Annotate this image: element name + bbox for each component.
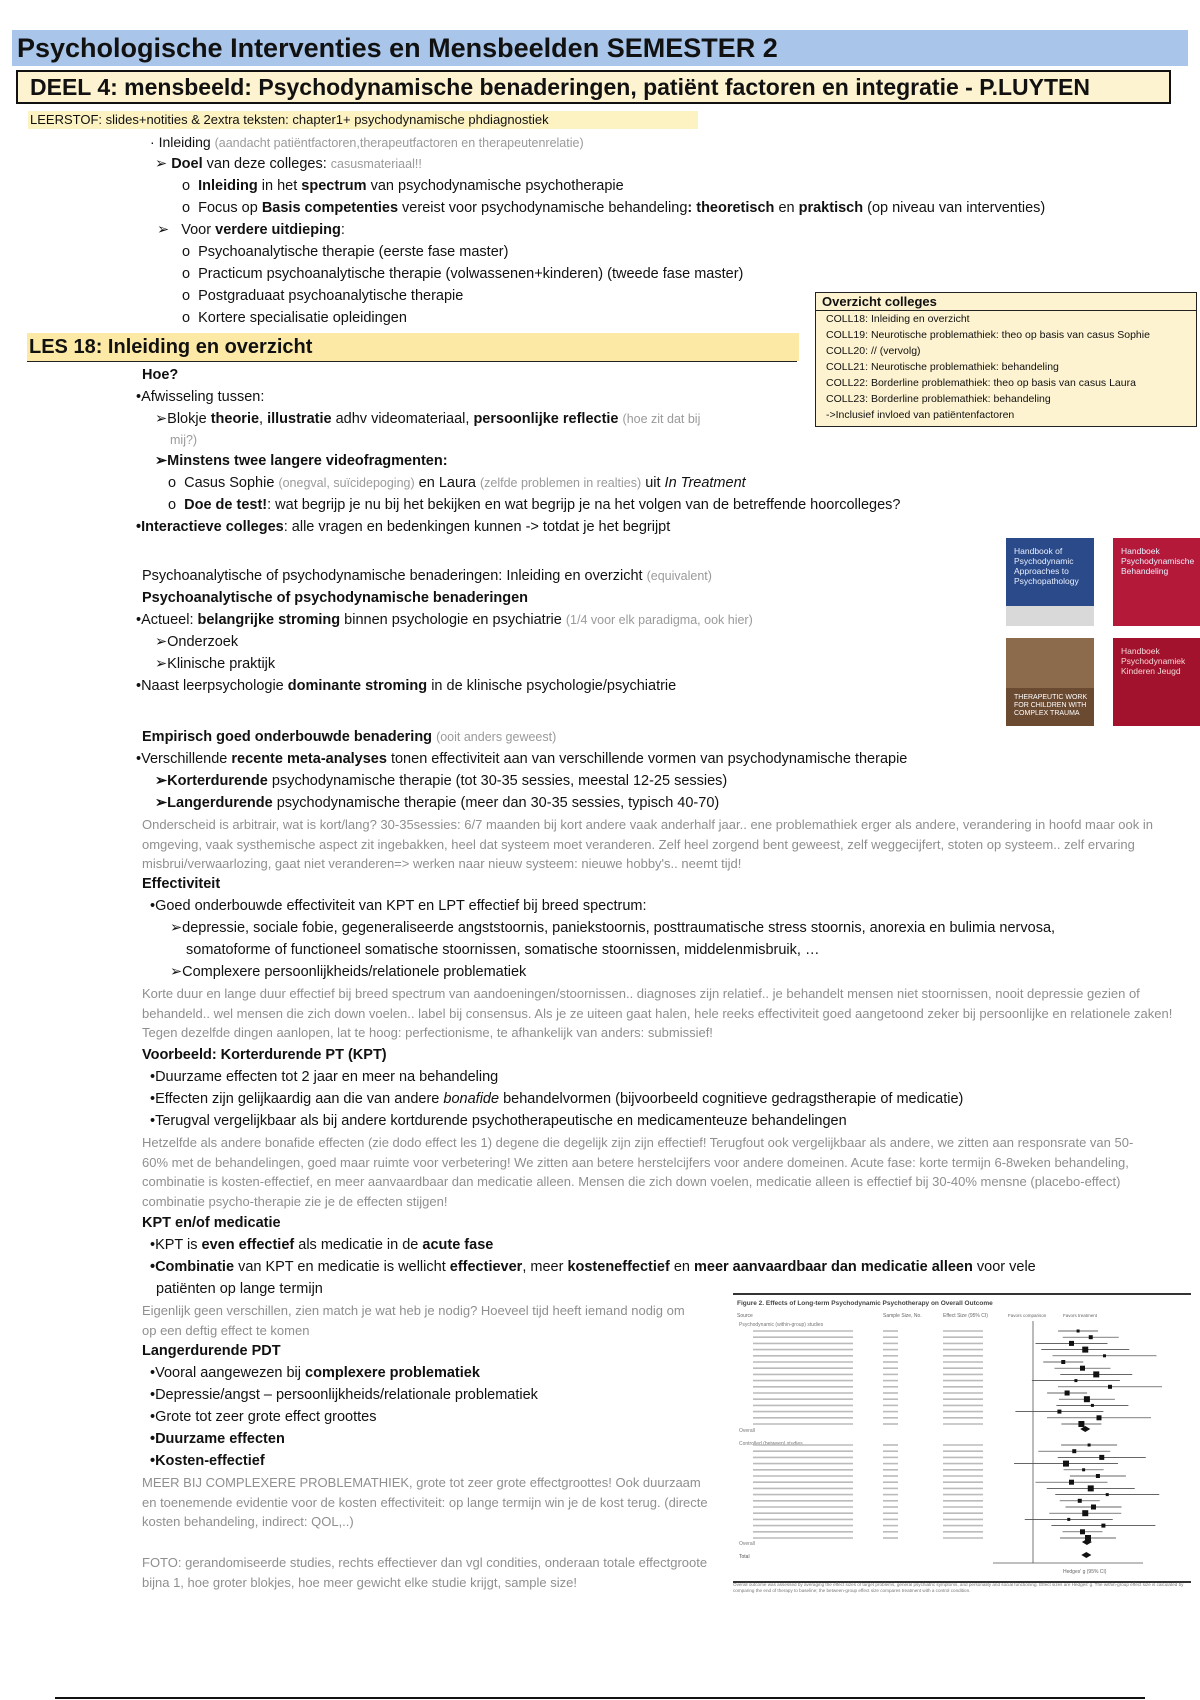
overview-title: Overzicht colleges [816,293,1196,311]
actueel-line: •Actueel: belangrijke stroming binnen psychologie en psychiatrie (1/4 voor elk paradigma, ook hier) [136,612,753,628]
verder-item: o Practicum psychoanalytische therapie (volwassenen+kinderen) (tweede fase master) [182,266,744,282]
forest-point [1101,1524,1105,1528]
forest-point [1080,1366,1085,1371]
verder-item: o Psychoanalytische therapie (eerste fase master) [182,244,509,260]
overview-item: COLL20: // (vervolg) [826,345,921,357]
forest-point [1108,1385,1112,1389]
total-label: Total [739,1554,750,1560]
forest-point [1082,1468,1085,1471]
forest-plot-figure [733,1293,1191,1583]
effectiviteit-heading: Effectiviteit [142,876,221,892]
meta-line: •Verschillende recente meta-analyses tonen effectiviteit aan van verschillende vormen van psychodynamische therapie [136,751,908,767]
forest-point [1082,1347,1088,1353]
group1-label: Psychodynamic (within-group) studies [739,1322,824,1328]
forest-point [1074,1379,1077,1382]
forest-overall-diamond [1081,1552,1091,1558]
group2-label: Controlled (between) studies [739,1441,803,1447]
overview-item: COLL18: Inleiding en overzicht [826,313,970,325]
pdt-note1: MEER BIJ COMPLEXERE PROBLEMATHIEK, grote tot zeer grote effectgroottes! Ook duurzaam en toenemende evidentie voor de kosten effectiviteit: op lange termijn win je de kost terug. (directe kosten behandeling, indirect: QOL,..) [142,1475,708,1529]
forest-point [1096,1474,1100,1478]
overview-item: COLL21: Neurotische problemathiek: behandeling [826,361,1059,373]
verder-item: o Postgraduaat psychoanalytische therapie [182,288,464,304]
kpt-line2: •Effecten zijn gelijkaardig aan die van andere bonafide behandelvormen (bijvoorbeeld cognitieve gedragstherapie of medicatie) [150,1091,964,1107]
intro-sub-inleiding: o Inleiding in het spectrum van psychodynamische psychotherapie [182,178,624,194]
forest-point [1089,1335,1093,1339]
forest-rows [753,1330,1162,1559]
intro-inleiding: · Inleiding (aandacht patiëntfactoren,therapeutfactoren en therapeutenrelatie) [150,134,584,150]
kpt-note: Hetzelfde als andere bonafide effecten (zie dodo effect les 1) degene die degelijk zijn zijn effectief! Terugfout ook vergelijkbaar als andere, we zitten aan responsrate van 50-60% met de behandelingen, goed maar ruimte voor verbetering! We zitten aan betere herstelcijfers voor andere domeinen. Acute fase: korte termijn 6-8weken behandeling, combinatie is kosten-effectief, en meer aanvaardbaar dan medicatie alleen. Mensen die zich down voelen, medicatie alleen is effectief bij 30-40% mensne (placebo-effect) combinatie psycho-therapie zie je de effecten stijgen! [142,1135,1134,1209]
col-n: Sample Size, No. [883,1313,922,1319]
effectiviteit-note: Korte duur en lange duur effectief bij breed spectrum van aandoeningen/stoornissen.. diagnoses zijn relatief.. je behandelt mensen niet stoornissen, nooit depressie gezien of behandeld.. wel mensen die zich down voelen.. label bij consensus. Als je ze uiteen gaat halen, hele reeks effectiviteit goed aangetoond zeker bij persoonlijke en relationele zaken! Tegen dezelfde dingen aanlopen, lat te hoog: perfectionisme, te afhankelijk van anders: submissief! [142,986,1173,1040]
afwisseling-line: •Afwisseling tussen: [136,389,265,405]
forest-point [1061,1360,1065,1364]
bottom-rule [55,1697,1145,1699]
forest-point [1057,1410,1061,1414]
forest-point [1097,1415,1102,1420]
effectiviteit-line1: •Goed onderbouwde effectiviteit van KPT en LPT effectief bij breed spectrum: [150,898,647,914]
figure-caption: Figure 2. Effects of Long-term Psychodynamic Psychotherapy on Overall Outcome [737,1300,993,1307]
book-cover-handboek: Handboek Psychodynamische Behandeling [1113,538,1200,626]
book-cover-kinderen: Handboek Psychodynamiek Kinderen Jeugd [1113,638,1200,726]
langer-line: ➢Langerdurende psychodynamische therapie (meer dan 30-35 sessies, typisch 40-70) [155,795,720,811]
minstens-line: ➢Minstens twee langere videofragmenten: [155,453,448,469]
forest-point [1091,1505,1096,1510]
intro-doel: ➢ Doel van deze colleges: casusmateriaal!! [155,156,422,172]
col-ci: Effect Size (95% CI) [943,1313,988,1319]
forest-point [1103,1354,1106,1357]
forest-point [1072,1449,1076,1453]
effectiviteit-line2: ➢depressie, sociale fobie, gegeneraliseerde angststoornis, paniekstoornis, posttraumatische stress stoornis, anorexia en bulimia nervosa, [170,920,1056,936]
book-cover-therapeutic-work: THERAPEUTIC WORK FOR CHILDREN WITH COMPLEX TRAUMA [1006,638,1094,726]
naast-line: •Naast leerpsychologie dominante stroming in de klinische psychologie/psychiatrie [136,678,677,694]
forest-point [1069,1341,1074,1346]
forest-point [1088,1444,1091,1447]
cover-photo [1006,638,1094,688]
col-source: Source [737,1313,753,1319]
forest-point [1091,1404,1094,1407]
kptmed-note: Eigenlijk geen verschillen, zien match je wat heb je nodig? Hoeveel tijd heeft iemand nodig om op een deftig effect te komen [142,1303,685,1338]
effectiviteit-line3: ➢Complexere persoonlijkheids/relationele problematiek [170,964,527,980]
section-heading-deel: DEEL 4: mensbeeld: Psychodynamische benaderingen, patiënt factoren en integratie - P.LUYTEN [16,70,1171,104]
forest-point [1084,1396,1090,1402]
col-fav2: Favors treatment [1063,1313,1098,1318]
forest-plot-svg [733,1295,1191,1581]
pdt-line3: •Grote tot zeer grote effect groottes [150,1409,377,1425]
klinisch-line: ➢Klinische praktijk [155,656,276,672]
forest-point [1099,1455,1104,1460]
kpt-line1: •Duurzame effecten tot 2 jaar en meer na behandeling [150,1069,499,1085]
forest-point [1106,1493,1109,1496]
empirisch-note: Onderscheid is arbitrair, wat is kort/lang? 30-35sessies: 6/7 maanden bij kort andere vaak anderhalf jaar.. ene problemathiek erger als andere, verandering in hoofd maar ook in omgeving, vaak systhemische aspect zit ingebakken, heel dat systeem moet veranderen. Zelf heel zorgend bent geweest, zelf weggecijfert, stoten op systeem.. zelf ervaring misbrui/verwaarlozing, gaat niet veranderen=> werken naar nieuw systeem: nieuwe hobby's.. neemt tijd! [142,817,1153,871]
kpt-heading: Voorbeeld: Korterdurende PT (KPT) [142,1047,387,1063]
psy-heading: Psychoanalytische of psychodynamische benaderingen [142,590,528,606]
pdt-line4: •Duurzame effecten [150,1431,285,1447]
les18-underline [27,361,797,362]
pdt-note2: FOTO: gerandomiseerde studies, rechts effectiever dan vgl condities, onderaan totale effectgroote bijna 1, hoe groter blokjes, hoe meer gewicht elke studie krijgt, sample size! [142,1555,708,1590]
korter-line: ➢Korterdurende psychodynamische therapie (tot 30-35 sessies, meestal 12-25 sessies) [155,773,728,789]
forest-point [1078,1499,1082,1503]
forest-point [1069,1480,1074,1485]
cover-band [1006,606,1094,626]
verder-item: o Kortere specialisatie opleidingen [182,310,407,326]
overall1-label: Overall [739,1428,755,1434]
forest-point [1082,1510,1088,1516]
test-line: o Doe de test!: wat begrijp je nu bij het bekijken en wat begrijp je na het volgen van de betreffende hoorcolleges? [168,497,901,513]
forest-point [1088,1485,1094,1491]
forest-point [1065,1391,1070,1396]
kptmed-heading: KPT en/of medicatie [142,1215,281,1231]
casus-line: o Casus Sophie (onegval, suïcidepoging) en Laura (zelfde problemen in realties) uit In Treatment [168,475,746,491]
blokje-note-cont: mij?) [170,433,198,447]
intro-sub-focus: o Focus op Basis competenties vereist voor psychodynamische behandeling: theoretisch en praktisch (op niveau van interventies) [182,200,1046,216]
kpt-line3: •Terugval vergelijkbaar als bij andere kortdurende psychotherapeutische en medicamenteuze behandelingen [150,1113,847,1129]
effectiviteit-line2b: somatoforme of functioneel somatische stoornissen, somatische stoornissen, middelenmisbruik, … [186,942,820,958]
book-cover-handbook: Handbook of Psychodynamic Approaches to Psychopathology [1006,538,1094,626]
les18-title: LES 18: Inleiding en overzicht [27,333,799,361]
document-title: Psychologische Interventies en Mensbeelden SEMESTER 2 [12,30,1188,66]
figure-footnote: Overall outcome was assessed by averaging the effect sizes of target problems, general psychiatric symptoms, and personality and social functioning. Effect sizes are Hedges' g. The within-group effect size is calculated by comparing the end of therapy to baseline; the between-group effect size compares treatment with a control condition. [733,1582,1184,1593]
pdt-line5: •Kosten-effectief [150,1453,265,1469]
hoe-heading: Hoe? [142,367,179,383]
overall2-label: Overall [739,1541,755,1547]
overview-item: ->Inclusief invloed van patiëntenfactoren [826,409,1015,421]
intro-verder: ➢ Voor verdere uitdieping: [157,222,345,238]
blokje-line: ➢Blokje theorie, illustratie adhv videomateriaal, persoonlijke reflectie (hoe zit dat bij [155,411,701,427]
pdt-heading: Langerdurende PDT [142,1343,281,1359]
forest-point [1080,1529,1085,1534]
col-fav1: Favors comparison [1008,1313,1047,1318]
forest-point [1093,1371,1099,1377]
forest-point [1077,1330,1080,1333]
pdt-line1: •Vooral aangewezen bij complexere problematiek [150,1365,480,1381]
forest-point [1063,1461,1069,1467]
overview-item: COLL23: Borderline problemathiek: behandeling [826,393,1051,405]
overview-item: COLL22: Borderline problemathiek: theo op basis van casus Laura [826,377,1136,389]
forest-point [1067,1518,1070,1521]
overview-item: COLL19: Neurotische problemathiek: theo op basis van casus Sophie [826,329,1150,341]
kptmed-line2: •Combinatie van KPT en medicatie is wellicht effectiever, meer kosteneffectief en meer aanvaardbaar dan medicatie alleen voor vele [150,1259,1036,1275]
kptmed-line1: •KPT is even effectief als medicatie in de acute fase [150,1237,494,1253]
empirisch-heading: Empirisch goed onderbouwde benadering (ooit anders geweest) [142,729,557,745]
kptmed-line2-cont: patiënten op lange termijn [156,1281,323,1297]
onderzoek-line: ➢Onderzoek [155,634,239,650]
forest-point [1078,1421,1084,1427]
axis-label: Hedges' g (95% CI) [1063,1569,1107,1575]
interactieve-line: •Interactieve colleges: alle vragen en bedenkingen kunnen -> totdat je het begrijpt [136,519,671,535]
psy-line1: Psychoanalytische of psychodynamische benaderingen: Inleiding en overzicht (equivalent) [142,568,712,584]
pdt-line2: •Depressie/angst – persoonlijkheids/relationale problematiek [150,1387,538,1403]
overview-box [815,292,1197,427]
leerstof-line: LEERSTOF: slides+notities & 2extra teksten: chapter1+ psychodynamische phdiagnostiek [28,111,698,129]
